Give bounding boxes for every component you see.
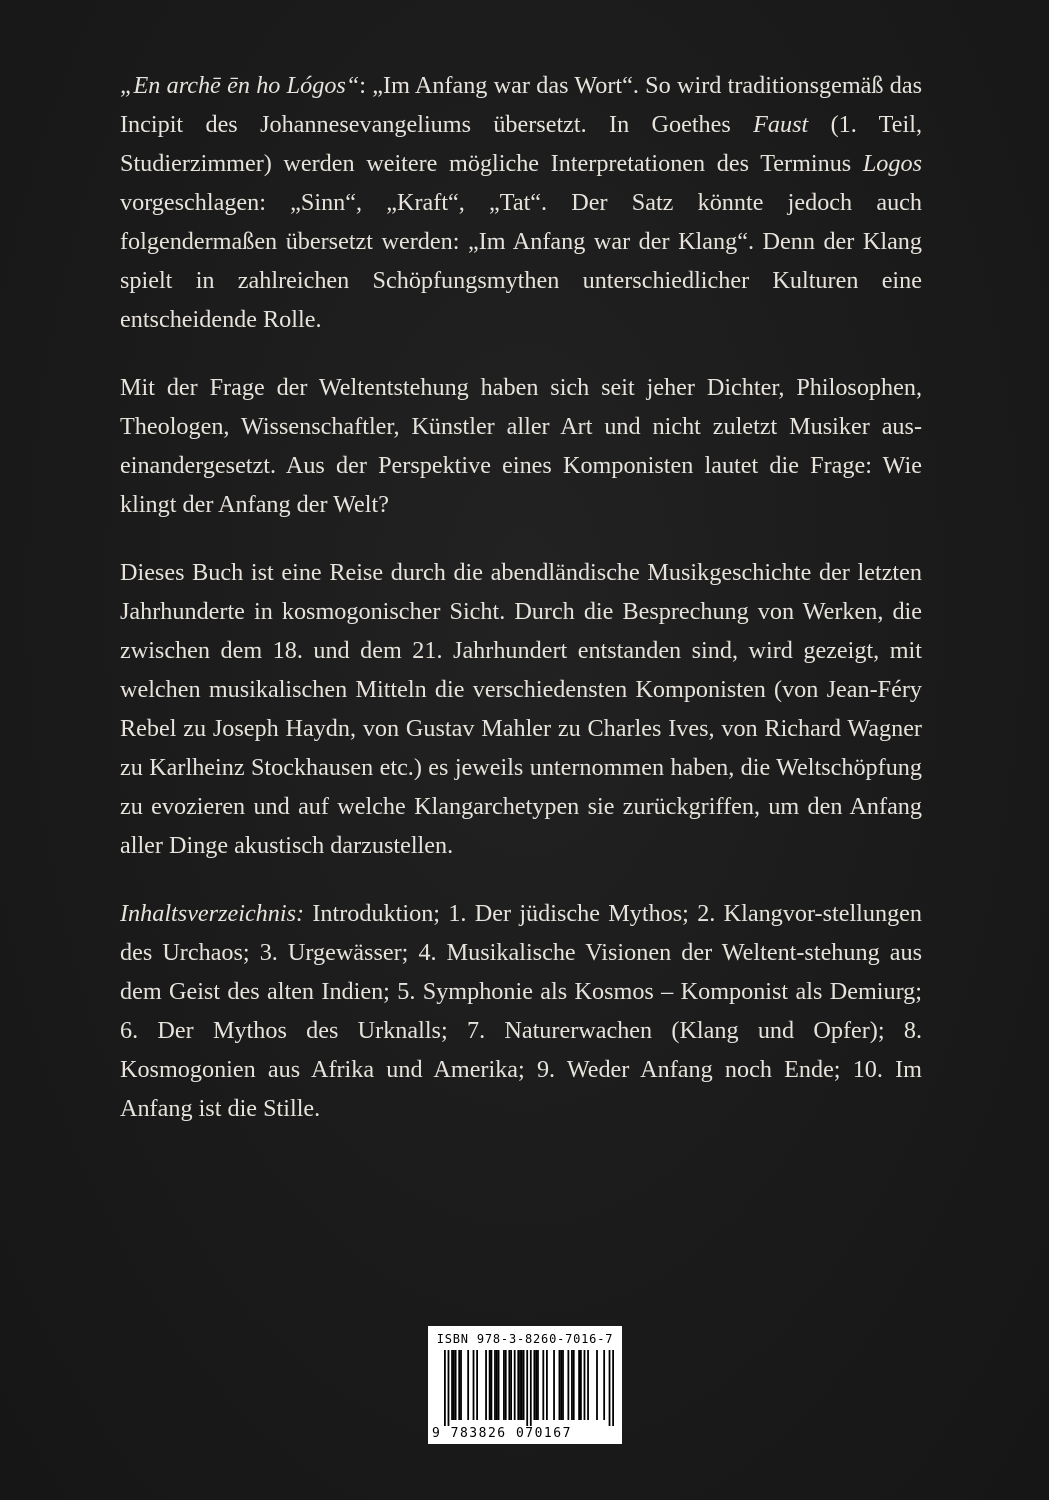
barcode-bar <box>571 1350 573 1420</box>
barcode-bar <box>455 1350 457 1420</box>
barcode-bar <box>503 1350 505 1420</box>
barcode-bar <box>559 1350 561 1420</box>
text-run: vorgeschlagen: „Sinn“, „Kraft“, „Tat“. Der Satz könnte jedoch auch folgendermaßen übersetzt werden: „Im Anfang war der Klang“. Denn der Klang spielt in zahlreichen Schöpfungsmythen unterschiedlicher Kulturen eine entscheidende Rolle. <box>120 189 922 333</box>
barcode-bar <box>453 1350 455 1420</box>
barcode-bar <box>533 1350 535 1420</box>
barcode-bar <box>517 1350 519 1420</box>
barcode-bar <box>458 1350 460 1420</box>
barcode-bar <box>560 1350 562 1420</box>
barcode-bar <box>580 1350 582 1420</box>
barcode-bar <box>530 1350 532 1426</box>
barcode-bar <box>578 1350 580 1420</box>
barcode-bar <box>467 1350 469 1420</box>
barcode-bar <box>535 1350 537 1420</box>
barcode-bars <box>444 1350 614 1426</box>
barcode-bar <box>587 1350 589 1420</box>
barcode-bar <box>505 1350 507 1420</box>
barcode-bar <box>612 1350 614 1426</box>
barcode-bar <box>510 1350 512 1420</box>
barcode-bar <box>553 1350 555 1420</box>
barcode-bar <box>514 1350 516 1420</box>
text-run: : „Im Anfang war das Wort“. So wird traditionsgemäß das Incipit des Johannesevangeliums übersetzt. In Goethes <box>120 72 923 138</box>
barcode-bar <box>460 1350 462 1420</box>
barcode-bar <box>521 1350 523 1420</box>
italic-run: Faust <box>753 111 809 138</box>
text-run: (1. Teil, Studierzimmer) werden weitere mögliche Interpretationen des Terminus <box>120 111 922 177</box>
ean-digits: 9 783826 070167 <box>432 1426 572 1441</box>
blurb-paragraph-2: Mit der Frage der Weltentstehung haben sich seit jeher Dichter, Philosophen, Theologen, Wissenschaftler, Künstler aller Art und nicht zuletzt Musiker aus-einandergesetzt. Aus der Perspektive eines Komponisten lautet die Frage: Wie klingt der Anfang der Welt? <box>120 374 922 518</box>
barcode-bar <box>537 1350 539 1420</box>
blurb-paragraph-1 <box>120 66 922 339</box>
table-of-contents <box>120 894 922 1128</box>
barcode-bar <box>473 1350 475 1420</box>
barcode-bar <box>491 1350 493 1420</box>
barcode-bar <box>485 1350 487 1420</box>
isbn-number: ISBN 978-3-8260-7016-7 <box>436 1332 614 1346</box>
barcode-bar <box>609 1350 611 1426</box>
barcode-bar <box>526 1350 528 1426</box>
barcode-bar <box>444 1350 446 1426</box>
barcode-bar <box>508 1350 510 1420</box>
blurb-text <box>120 66 922 1157</box>
isbn-barcode <box>428 1326 622 1444</box>
barcode-bar <box>562 1350 564 1420</box>
barcode-bar <box>546 1350 548 1420</box>
barcode-bar <box>448 1350 450 1426</box>
toc-entries: Introduktion; 1. Der jüdische Mythos; 2. Klangvor-stellungen des Urchaos; 3. Urgewässer; 4. Musikalische Visionen der Weltent-stehung aus dem Geist des alten Indien; 5. Symphonie als Kosmos – Komponist als Demiurg; 6. Der Mythos des Urknalls; 7. Naturerwachen (Klang und Opfer); 8. Kosmogonien aus Afrika und Amerika; 9. Weder Anfang noch Ende; 10. Im Anfang ist die Stille. <box>120 900 922 1122</box>
barcode-bar <box>451 1350 453 1420</box>
barcode-bar <box>489 1350 491 1420</box>
italic-run: „En archē ēn ho Lógos“ <box>120 72 360 99</box>
barcode-bar <box>596 1350 598 1420</box>
barcode-bar <box>573 1350 575 1420</box>
barcode-bar <box>498 1350 500 1420</box>
barcode-bar <box>584 1350 586 1420</box>
blurb-paragraph-3: Dieses Buch ist eine Reise durch die abendländische Musikgeschichte der letzten Jahrhunderte in kosmogonischer Sicht. Durch die Besprechung von Werken, die zwischen dem 18. und dem 21. Jahrhundert entstanden sind, wird gezeigt, mit welchen musikalischen Mitteln die verschiedensten Komponisten (von Jean-Féry Rebel zu Joseph Haydn, von Gustav Mahler zu Charles Ives, von Richard Wagner zu Karlheinz Stockhausen etc.) es jeweils unternommen haben, die Weltschöpfung zu evozieren und auf welche Klangarchetypen sie zurückgriffen, um den Anfang aller Dinge akustisch darzustellen. <box>120 559 922 859</box>
toc-label: Inhaltsverzeichnis: <box>120 900 305 927</box>
barcode-bar <box>603 1350 605 1420</box>
italic-run: Logos <box>862 150 922 177</box>
barcode-bar <box>523 1350 525 1420</box>
barcode-bar <box>494 1350 496 1420</box>
barcode-bar <box>567 1350 569 1420</box>
barcode-bar <box>519 1350 521 1420</box>
barcode-bar <box>476 1350 478 1420</box>
barcode-bar <box>496 1350 498 1420</box>
barcode-bar <box>542 1350 544 1420</box>
